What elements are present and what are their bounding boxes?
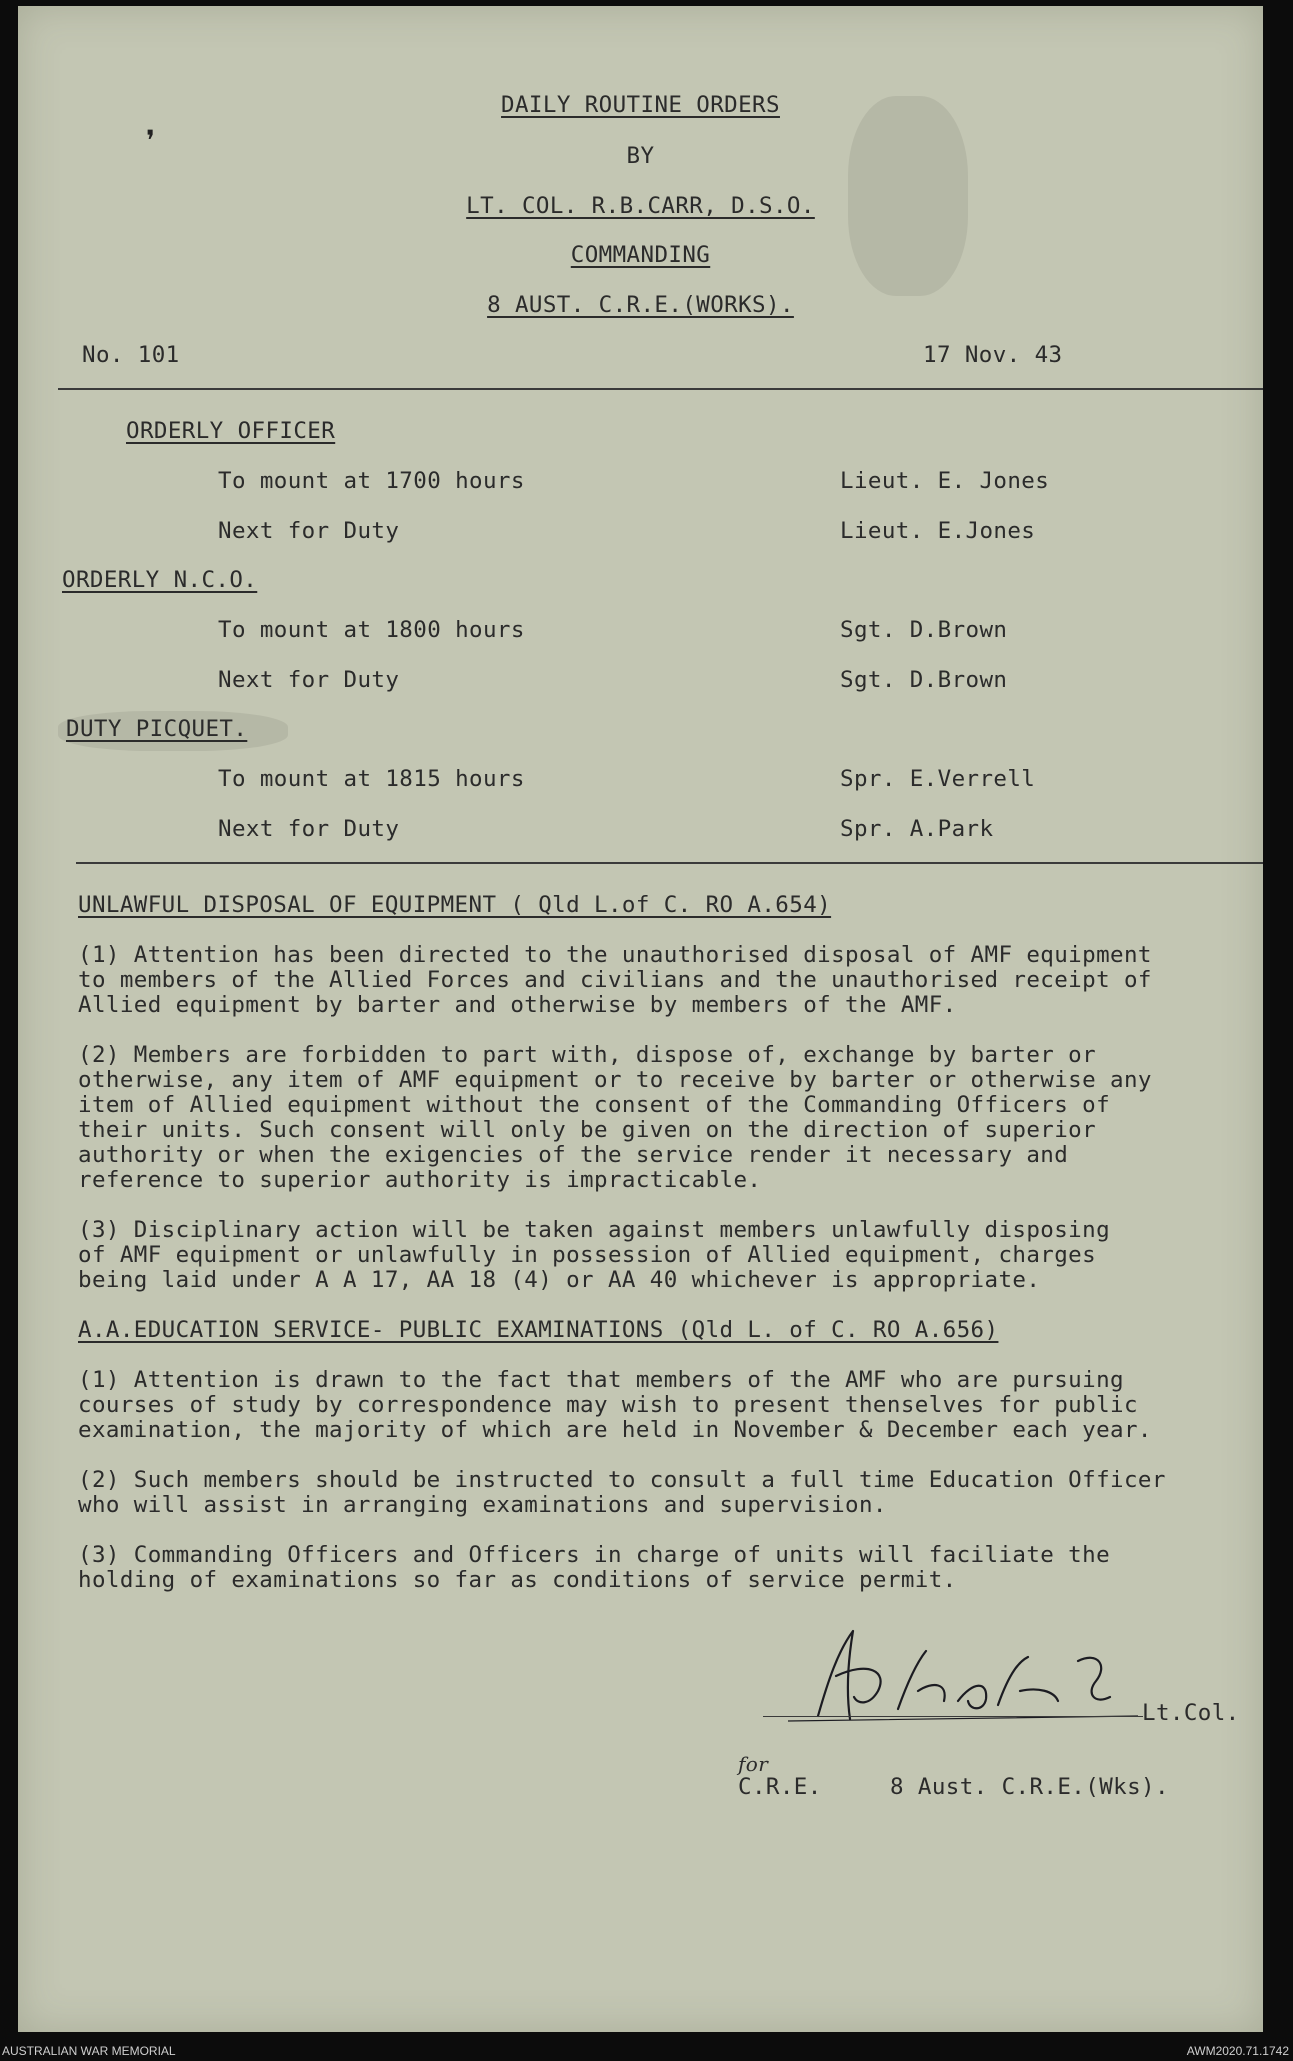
footer-credit: AUSTRALIAN WAR MEMORIAL (2, 2044, 176, 2058)
signature-line (763, 1716, 1143, 1717)
duty-heading: ORDERLY OFFICER (126, 418, 336, 444)
paragraph-line: (2) Members are forbidden to part with, dispose of, exchange by barter or (78, 1042, 1097, 1068)
paragraph-line: (2) Such members should be instructed to consult a full time Education Officer (78, 1467, 1166, 1493)
paragraph-line: (3) Disciplinary action will be taken against members unlawfully disposing (78, 1217, 1111, 1243)
order-number: No. 101 (82, 342, 180, 368)
duties-divider (76, 862, 1263, 864)
by-line: BY (626, 143, 655, 169)
duty-label: Next for Duty (218, 518, 400, 544)
duty-name: Sgt. D.Brown (840, 617, 1008, 643)
paragraph-line: otherwise, any item of AMF equipment or to receive by barter or otherwise any (78, 1067, 1152, 1093)
paragraph-line: reference to superior authority is impracticable. (78, 1167, 762, 1193)
duty-label: To mount at 1700 hours (218, 468, 525, 494)
handwritten-signature (758, 1621, 1158, 1731)
paragraph-line: (1) Attention has been directed to the unauthorised disposal of AMF equipment (78, 942, 1152, 968)
duty-label: Next for Duty (218, 667, 400, 693)
paragraph-line: item of Allied equipment without the consent of the Commanding Officers of (78, 1092, 1111, 1118)
unit-name: 8 AUST. C.R.E.(WORKS). (487, 292, 794, 318)
paragraph-line: to members of the Allied Forces and civilians and the unauthorised receipt of (78, 967, 1152, 993)
duty-label: Next for Duty (218, 816, 400, 842)
duty-label: To mount at 1815 hours (218, 766, 525, 792)
paragraph-line: their units. Such consent will only be given on the direction of superior (78, 1117, 1097, 1143)
section-heading: A.A.EDUCATION SERVICE- PUBLIC EXAMINATIONS (Qld L. of C. RO A.656) (78, 1317, 999, 1343)
paragraph-line: authority or when the exigencies of the service render it necessary and (78, 1142, 1069, 1168)
paragraph-line: who will assist in arranging examinations and supervision. (78, 1492, 887, 1518)
order-date: 17 Nov. 43 (923, 342, 1063, 368)
paragraph-line: (3) Commanding Officers and Officers in charge of units will faciliate the (78, 1542, 1111, 1568)
document-page (18, 6, 1263, 2032)
commanding-label: COMMANDING (570, 242, 711, 268)
signature-rank: Lt.Col. (1142, 1700, 1240, 1726)
duty-name: Lieut. E. Jones (840, 468, 1050, 494)
duty-name: Lieut. E.Jones (840, 518, 1036, 544)
paragraph-line: of AMF equipment or unlawfully in possession of Allied equipment, charges (78, 1242, 1097, 1268)
paragraph-line: Allied equipment by barter and otherwise by members of the AMF. (78, 992, 957, 1018)
duty-heading: ORDERLY N.C.O. (62, 567, 258, 593)
duty-name: Spr. E.Verrell (840, 766, 1036, 792)
paragraph-line: (1) Attention is drawn to the fact that members of the AMF who are pursuing (78, 1367, 1124, 1393)
paragraph-line: being laid under A A 17, AA 18 (4) or AA 40 whichever is appropriate. (78, 1267, 1041, 1293)
duty-name: Spr. A.Park (840, 816, 994, 842)
footer-accession: AWM2020.71.1742 (1186, 2044, 1289, 2058)
document-title: DAILY ROUTINE ORDERS (501, 92, 780, 118)
paragraph-line: courses of study by correspondence may wish to present thenselves for public (78, 1392, 1138, 1418)
duty-name: Sgt. D.Brown (840, 667, 1008, 693)
paragraph-line: examination, the majority of which are held in November & December each year. (78, 1417, 1152, 1443)
section-heading: UNLAWFUL DISPOSAL OF EQUIPMENT ( Qld L.of C. RO A.654) (78, 892, 832, 918)
commanding-officer: LT. COL. R.B.CARR, D.S.O. (466, 193, 815, 219)
signature-title: C.R.E. (738, 1774, 822, 1800)
signature-for: for (738, 1752, 769, 1776)
duty-heading: DUTY PICQUET. (66, 716, 248, 742)
signature-unit: 8 Aust. C.R.E.(Wks). (890, 1774, 1169, 1800)
pencil-mark-icon: ❜ (146, 125, 156, 156)
header-divider (58, 388, 1263, 390)
paragraph-line: holding of examinations so far as conditions of service permit. (78, 1567, 957, 1593)
duty-label: To mount at 1800 hours (218, 617, 525, 643)
